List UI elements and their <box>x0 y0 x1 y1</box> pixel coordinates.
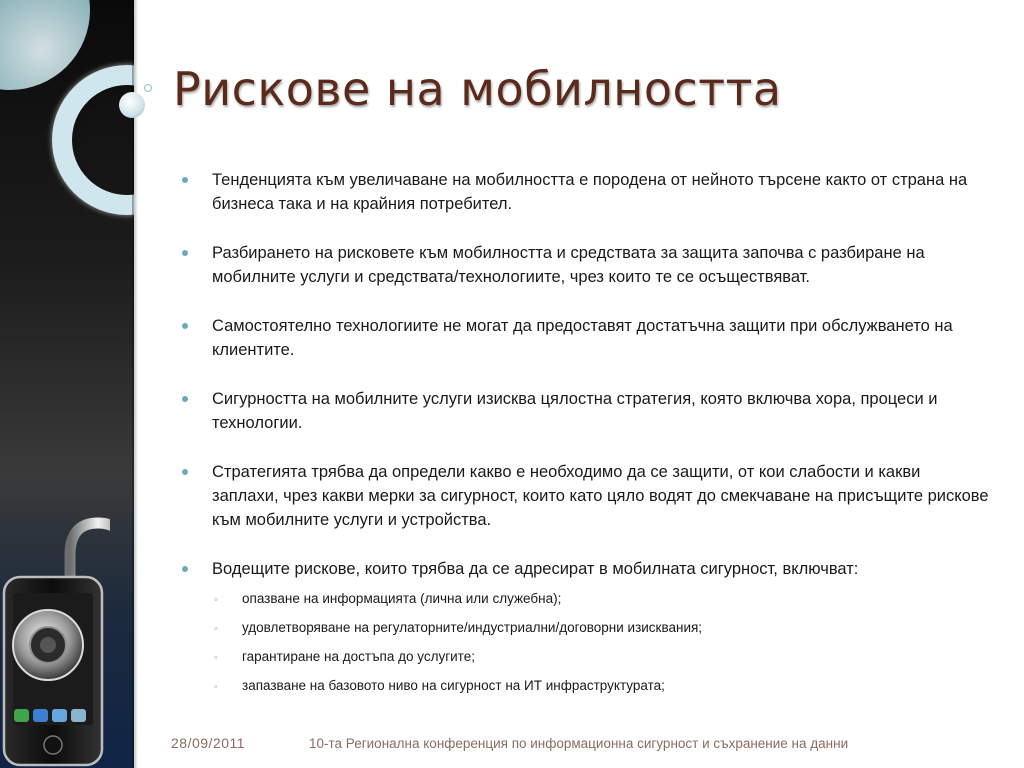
decorative-orb <box>0 0 90 90</box>
sub-bullet-list <box>212 589 990 696</box>
padlock-phone-icon <box>0 515 110 768</box>
bullet-item <box>180 168 990 216</box>
decorative-small-dot <box>144 84 152 92</box>
decorative-side-panel <box>0 0 134 768</box>
bullet-item <box>180 460 990 532</box>
sub-bullet-text: опазване на информацията (лична или служебна); <box>242 591 562 606</box>
bullet-text: Разбирането на рисковете към мобилността и средствата за защита започва с разбиране на мобилните услуги и средствата/технологиите, чрез които те се осъществяват. <box>212 244 925 286</box>
sub-bullet-item <box>212 676 990 696</box>
bullet-marker <box>182 566 188 572</box>
sub-bullet-item <box>212 647 990 667</box>
bullet-item <box>180 557 990 581</box>
sub-bullet-marker: ◦ <box>214 681 218 693</box>
bullet-item <box>180 241 990 289</box>
decorative-ring <box>52 65 134 215</box>
footer-date: 28/09/2011 <box>171 735 246 751</box>
bullet-marker <box>182 469 188 475</box>
sub-bullet-text: запазване на базовото ниво на сигурност на ИТ инфраструктурата; <box>242 678 665 693</box>
bullet-marker <box>182 396 188 402</box>
decorative-dot <box>119 92 145 118</box>
slide-title: Рискове на мобилността <box>173 62 782 116</box>
bullet-item <box>180 314 990 362</box>
sub-bullet-text: удовлетворяване на регулаторните/индустриални/договорни изисквания; <box>242 620 703 635</box>
bullet-text: Стратегията трябва да определи какво е необходимо да се защити, от кои слабости и какви заплахи, чрез какви мерки за сигурност, които като цяло водят до смекчаване на присъщите рискове към мобилните услуги и устройства. <box>212 463 989 529</box>
sub-bullet-marker: ◦ <box>214 652 218 664</box>
bullet-marker <box>182 177 188 183</box>
bullet-text: Тенденцията към увеличаване на мобилността е породена от нейното търсене както от страна на бизнеса така и на крайния потребител. <box>212 171 968 213</box>
bullet-text: Сигурността на мобилните услуги изисква цялостна стратегия, която включва хора, процеси и технологии. <box>212 390 938 432</box>
bullet-list <box>180 168 990 705</box>
sub-bullet-text: гарантиране на достъпа до услугите; <box>242 649 475 664</box>
bullet-text: Водещите рискове, които трябва да се адресират в мобилната сигурност, включват: <box>212 560 859 578</box>
sub-bullet-item <box>212 618 990 638</box>
bullet-text: Самостоятелно технологиите не могат да предоставят достатъчна защити при обслужването на клиентите. <box>212 317 953 359</box>
bullet-marker <box>182 323 188 329</box>
sub-bullet-marker: ◦ <box>214 623 218 635</box>
bullet-item <box>180 387 990 435</box>
footer-text: 10-та Регионална конференция по информационна сигурност и съхранение на данни <box>309 736 849 751</box>
sub-bullet-item <box>212 589 990 609</box>
sub-bullet-marker: ◦ <box>214 594 218 606</box>
bullet-marker <box>182 250 188 256</box>
